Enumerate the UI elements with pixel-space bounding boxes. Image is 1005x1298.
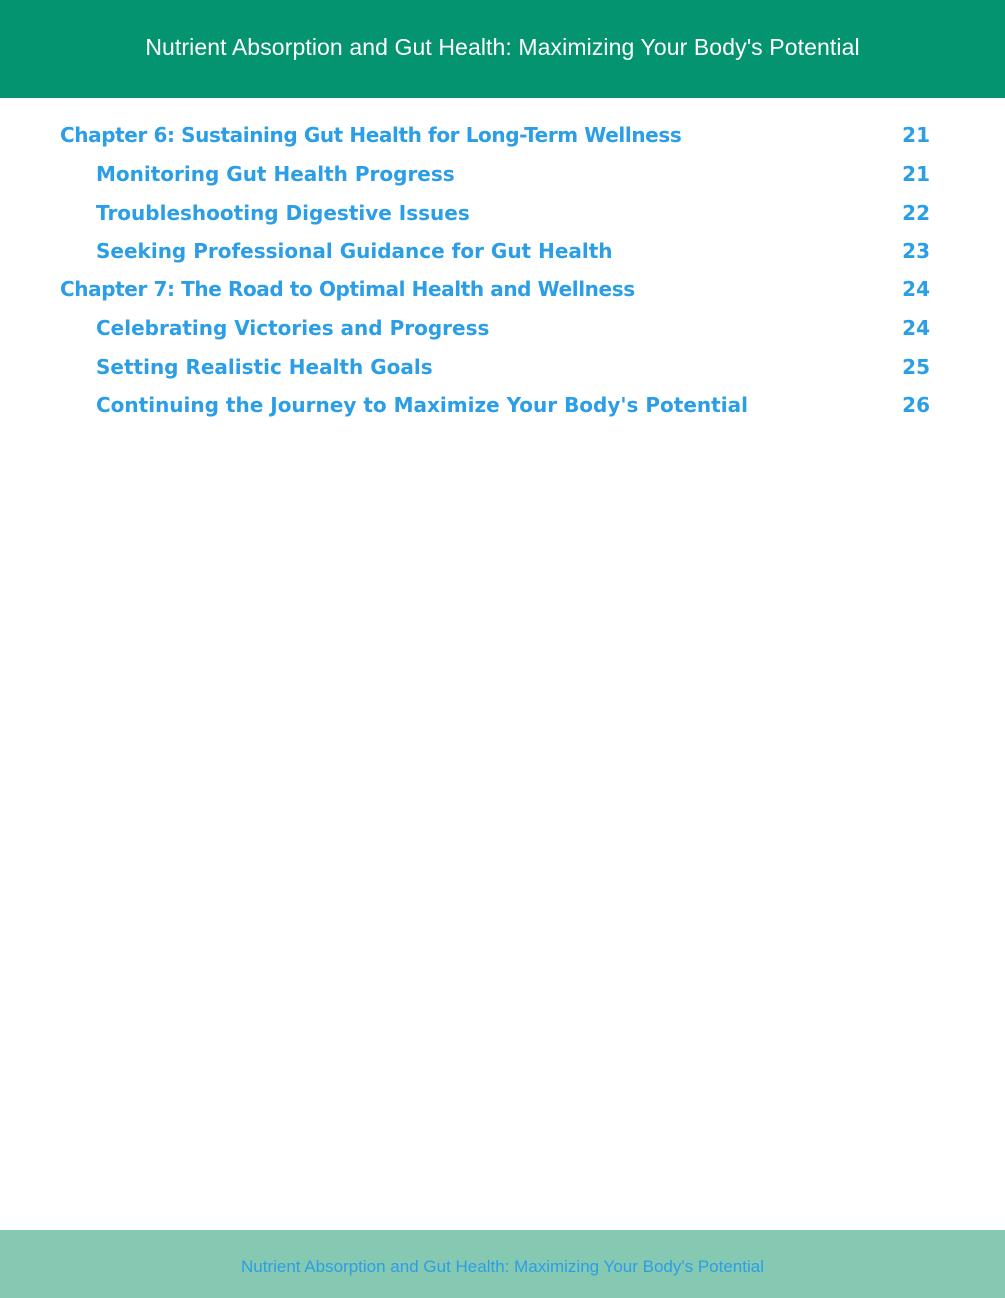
toc-entry-setting-realistic-goals[interactable] [60, 352, 930, 383]
toc-entry-label: Chapter 6: Sustaining Gut Health for Long-Term Wellness [60, 123, 682, 147]
toc-entry-troubleshooting-digestive-issues[interactable] [60, 198, 930, 229]
toc-entry-label: Troubleshooting Digestive Issues [96, 201, 470, 225]
footer-text: Nutrient Absorption and Gut Health: Maximizing Your Body's Potential [241, 1257, 764, 1276]
toc-entry-label: Seeking Professional Guidance for Gut Health [96, 239, 613, 263]
toc-entry-label: Setting Realistic Health Goals [96, 355, 433, 379]
toc-entry-label: Chapter 7: The Road to Optimal Health and Wellness [60, 277, 635, 301]
toc-entry-page-number: 24 [902, 316, 930, 340]
toc-entry-label: Monitoring Gut Health Progress [96, 162, 455, 186]
toc-entry-page-number: 24 [902, 277, 930, 301]
toc-entry-celebrating-victories[interactable] [60, 313, 930, 344]
toc-entry-label: Celebrating Victories and Progress [96, 316, 490, 340]
table-of-contents [60, 120, 930, 421]
toc-entry-page-number: 21 [902, 123, 930, 147]
toc-entry-seeking-professional-guidance[interactable] [60, 236, 930, 267]
toc-entry-chapter-7[interactable] [60, 274, 930, 305]
toc-entry-page-number: 26 [902, 393, 930, 417]
page-footer [0, 1230, 1005, 1298]
toc-entry-chapter-6[interactable] [60, 120, 930, 151]
toc-entry-monitoring-gut-health-progress[interactable] [60, 159, 930, 190]
page-header [0, 0, 1005, 98]
toc-entry-continuing-the-journey[interactable] [60, 390, 930, 421]
toc-entry-page-number: 22 [902, 201, 930, 225]
header-title: Nutrient Absorption and Gut Health: Maximizing Your Body's Potential [145, 33, 860, 60]
toc-entry-page-number: 21 [902, 162, 930, 186]
toc-entry-page-number: 23 [902, 239, 930, 263]
toc-entry-label: Continuing the Journey to Maximize Your Body's Potential [96, 393, 748, 417]
toc-entry-page-number: 25 [902, 355, 930, 379]
